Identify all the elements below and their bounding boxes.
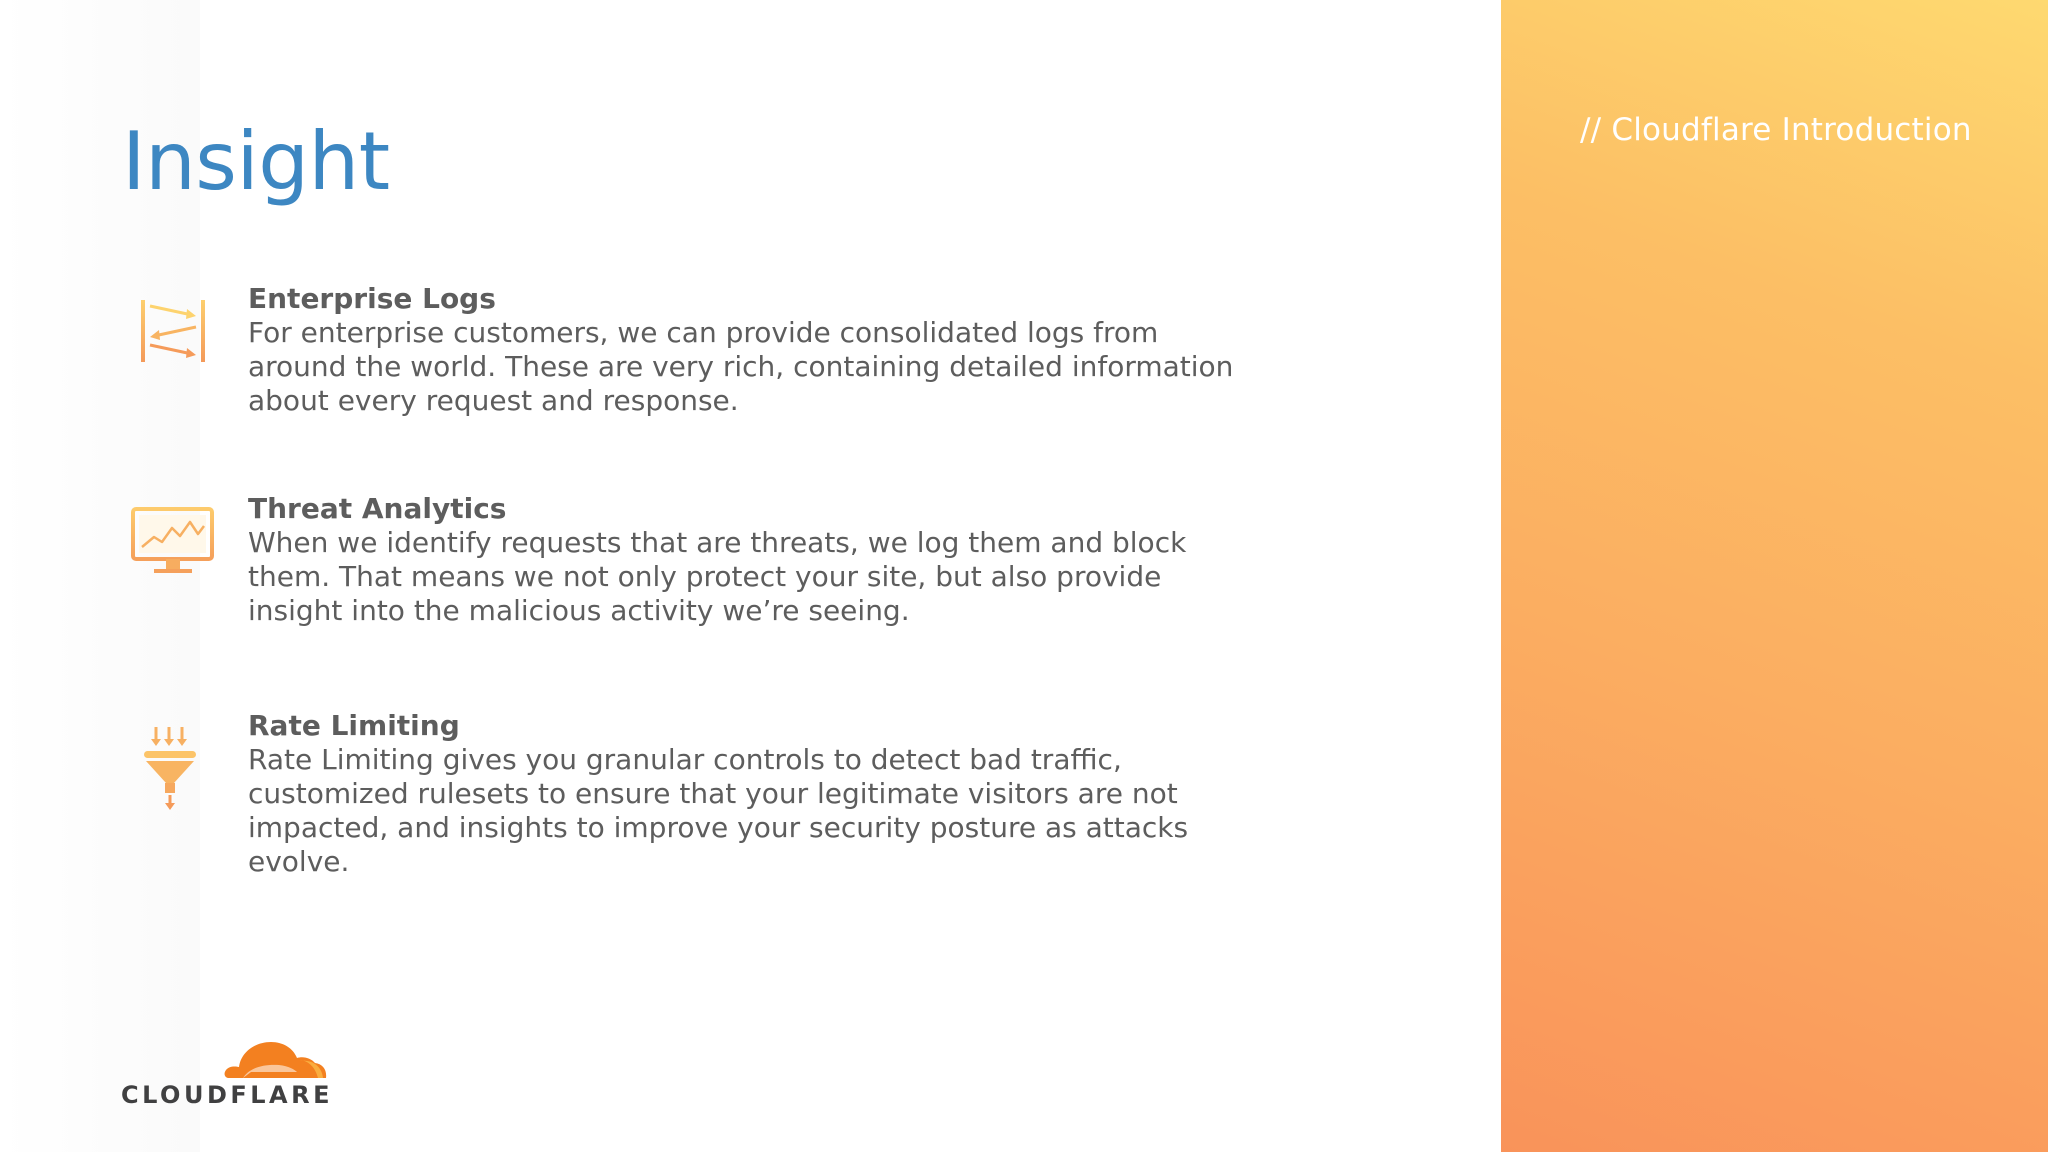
feature-heading: Threat Analytics xyxy=(248,492,507,525)
section-label: // Cloudflare Introduction xyxy=(1580,112,1972,148)
monitor-chart-icon xyxy=(130,492,220,582)
feature-text xyxy=(248,709,1248,879)
logo-wordmark: CLOUDFLARE xyxy=(121,1081,333,1109)
cloudflare-logo xyxy=(118,1030,338,1110)
feature-description: Rate Limiting gives you granular controls to detect bad traffic, customized rulesets to ensure that your legitimate visitors are not impacted, and insights to improve your security posture as attacks evolve. xyxy=(248,743,1189,878)
feature-text xyxy=(248,492,1248,628)
logs-arrows-icon xyxy=(130,282,220,372)
feature-description: When we identify requests that are threats, we log them and block them. That means we not only protect your site, but also provide insight into the malicious activity we’re seeing. xyxy=(248,526,1187,627)
feature-text xyxy=(248,282,1248,418)
side-panel xyxy=(1501,0,2048,1152)
feature-heading: Rate Limiting xyxy=(248,709,460,742)
feature-description: For enterprise customers, we can provide consolidated logs from around the world. These are very rich, containing detailed information about every request and response. xyxy=(248,316,1234,417)
feature-heading: Enterprise Logs xyxy=(248,282,496,315)
page-title: Insight xyxy=(122,115,390,208)
cloud-icon xyxy=(223,1030,328,1080)
funnel-icon xyxy=(130,709,220,799)
